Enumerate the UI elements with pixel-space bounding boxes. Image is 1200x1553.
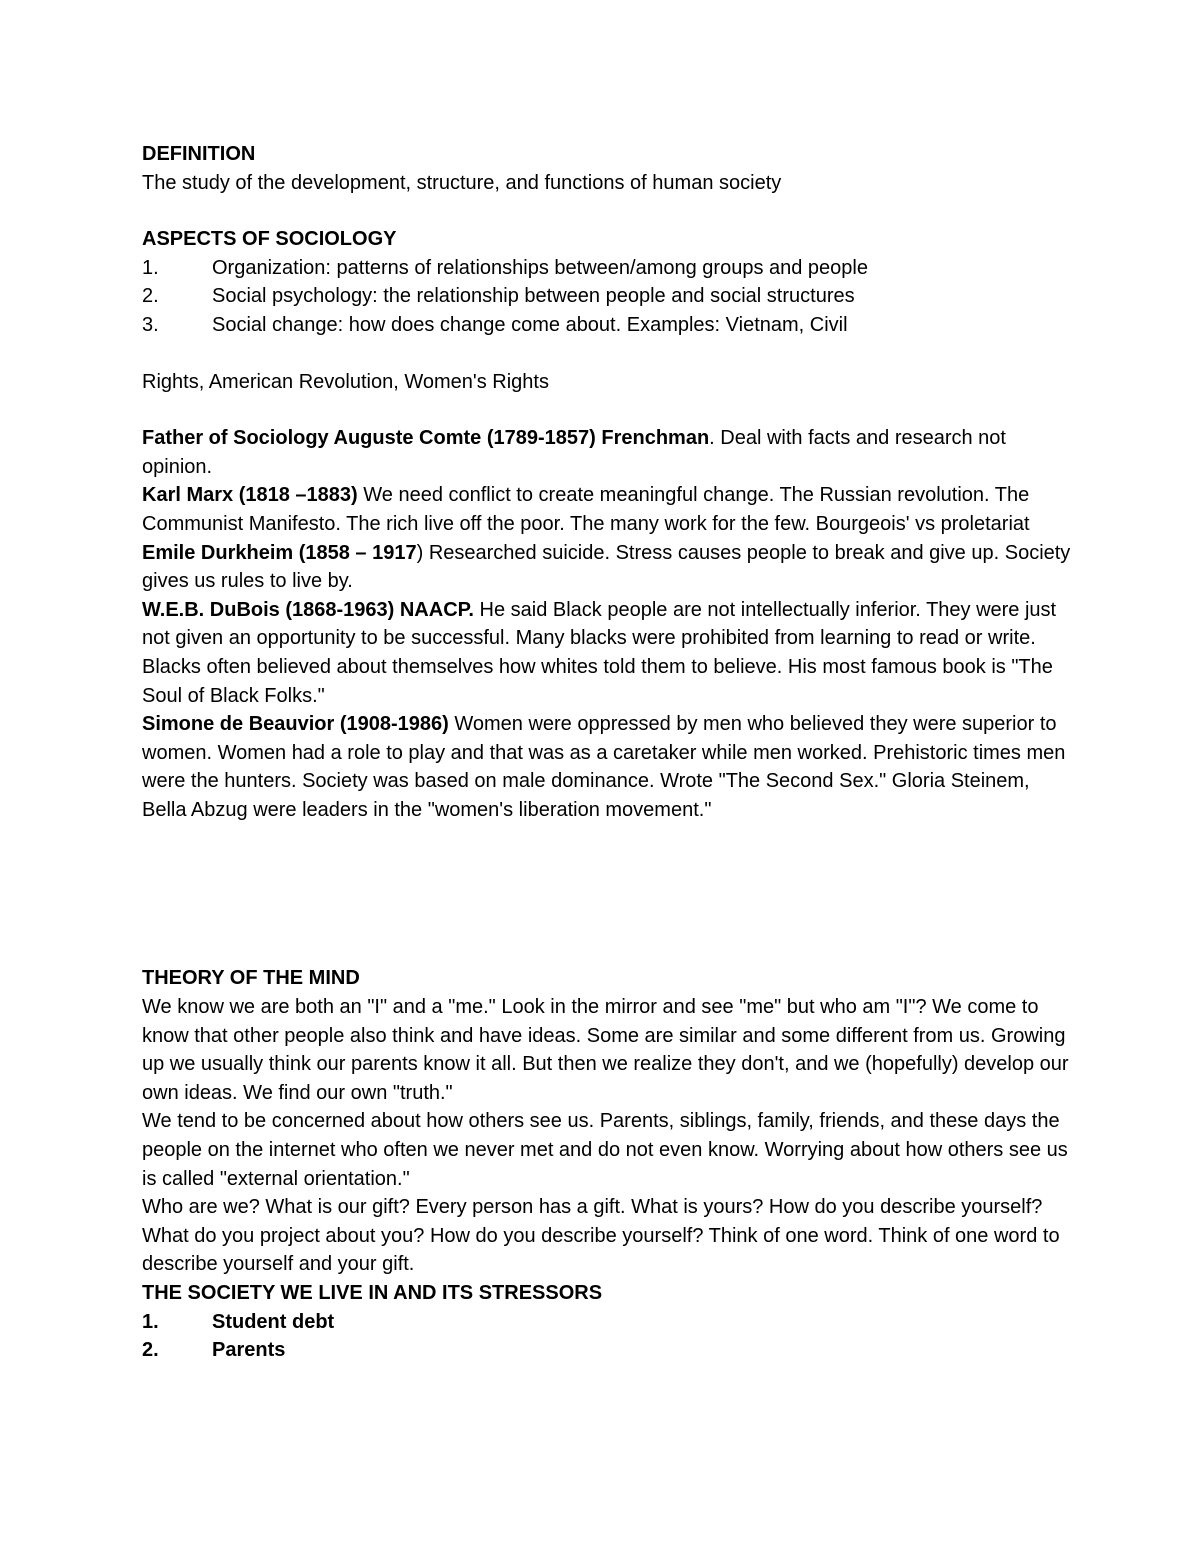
marx-text: We need conflict to create meaningful change. The Russian revolution. The Communist Manifesto. The rich live off the poor. The many work for the few. Bourgeois' vs proletariat bbox=[142, 484, 1030, 535]
durkheim-paragraph bbox=[142, 539, 1072, 596]
theory-heading: THEORY OF THE MIND bbox=[142, 967, 360, 990]
theory-paragraph: We know we are both an "I" and a "me." Look in the mirror and see "me" but who am "I"? We come to know that other people also think and have ideas. Some are similar and some different from us. Growing up we usually think our parents know it all. But then we realize they don't, and we (hopefully) develop our own ideas. We find our own "truth." bbox=[142, 996, 1069, 1104]
list-item-text: Student debt bbox=[212, 1310, 335, 1333]
aspects-heading: ASPECTS OF SOCIOLOGY bbox=[142, 228, 397, 251]
list-item-number: 1. bbox=[142, 1310, 159, 1333]
comte-text: . Deal with facts and research not opinion. bbox=[142, 427, 1006, 478]
beauvior-text: Women were oppressed by men who believed they were superior to women. Women had a role to play and that was as a caretaker while men worked. Prehistoric times men were the hunters. Society was based on male dominance. Wrote "The Second Sex." Gloria Steinem, Bella Abzug were leaders in the "women's liberation movement." bbox=[142, 713, 1066, 821]
dubois-text: He said Black people are not intellectually inferior. They were just not given an opportunity to be successful. Many blacks were prohibited from learning to read or write. Blacks often believed about themselves how whites told them to believe. His most famous book is "The Soul of Black Folks." bbox=[142, 598, 1057, 707]
beauvior-paragraph bbox=[142, 710, 1072, 824]
list-item bbox=[142, 282, 1072, 311]
definition-text: The study of the development, structure, and functions of human society bbox=[142, 171, 782, 194]
definition-heading: DEFINITION bbox=[142, 143, 256, 165]
comte-name: Father of Sociology Auguste Comte (1789-1857) Frenchman bbox=[142, 427, 710, 450]
theory-paragraph: Who are we? What is our gift? Every person has a gift. What is yours? How do you describe yourself? What do you project about you? How do you describe yourself? Think of one word. Think of one word to describe yourself and your gift. bbox=[142, 1196, 1060, 1276]
list-item bbox=[142, 1308, 1072, 1337]
list-item-number: 1. bbox=[142, 256, 159, 279]
list-item bbox=[142, 311, 1072, 340]
list-item bbox=[142, 254, 1072, 283]
comte-paragraph bbox=[142, 424, 1072, 481]
document-page bbox=[142, 140, 1072, 1365]
durkheim-name: Emile Durkheim (1858 – 1917 bbox=[142, 541, 417, 564]
theory-paragraph: We tend to be concerned about how others see us. Parents, siblings, family, friends, and these days the people on the internet who often we never met and do not even know. Worrying about how others see us is called "external orientation." bbox=[142, 1110, 1068, 1190]
aspects-continuation: Rights, American Revolution, Women's Rights bbox=[142, 370, 549, 393]
marx-paragraph bbox=[142, 481, 1072, 538]
list-item-number: 3. bbox=[142, 313, 159, 336]
marx-name: Karl Marx (1818 –1883) bbox=[142, 484, 358, 507]
list-item bbox=[142, 1336, 1072, 1365]
list-item-text: Parents bbox=[212, 1339, 286, 1362]
dubois-paragraph bbox=[142, 596, 1072, 710]
dubois-name: W.E.B. DuBois (1868-1963) NAACP. bbox=[142, 598, 474, 621]
durkheim-text: ) Researched suicide. Stress causes people to break and give up. Society gives us rules to live by. bbox=[142, 541, 1071, 593]
list-item-number: 2. bbox=[142, 1339, 159, 1362]
list-item-number: 2. bbox=[142, 285, 159, 308]
list-item-text: Social psychology: the relationship between people and social structures bbox=[212, 285, 855, 308]
list-item-text: Organization: patterns of relationships between/among groups and people bbox=[212, 256, 868, 279]
beauvior-name: Simone de Beauvior (1908-1986) bbox=[142, 713, 449, 736]
list-item-text: Social change: how does change come about. Examples: Vietnam, Civil bbox=[212, 313, 848, 336]
society-heading: THE SOCIETY WE LIVE IN AND ITS STRESSORS bbox=[142, 1282, 603, 1304]
